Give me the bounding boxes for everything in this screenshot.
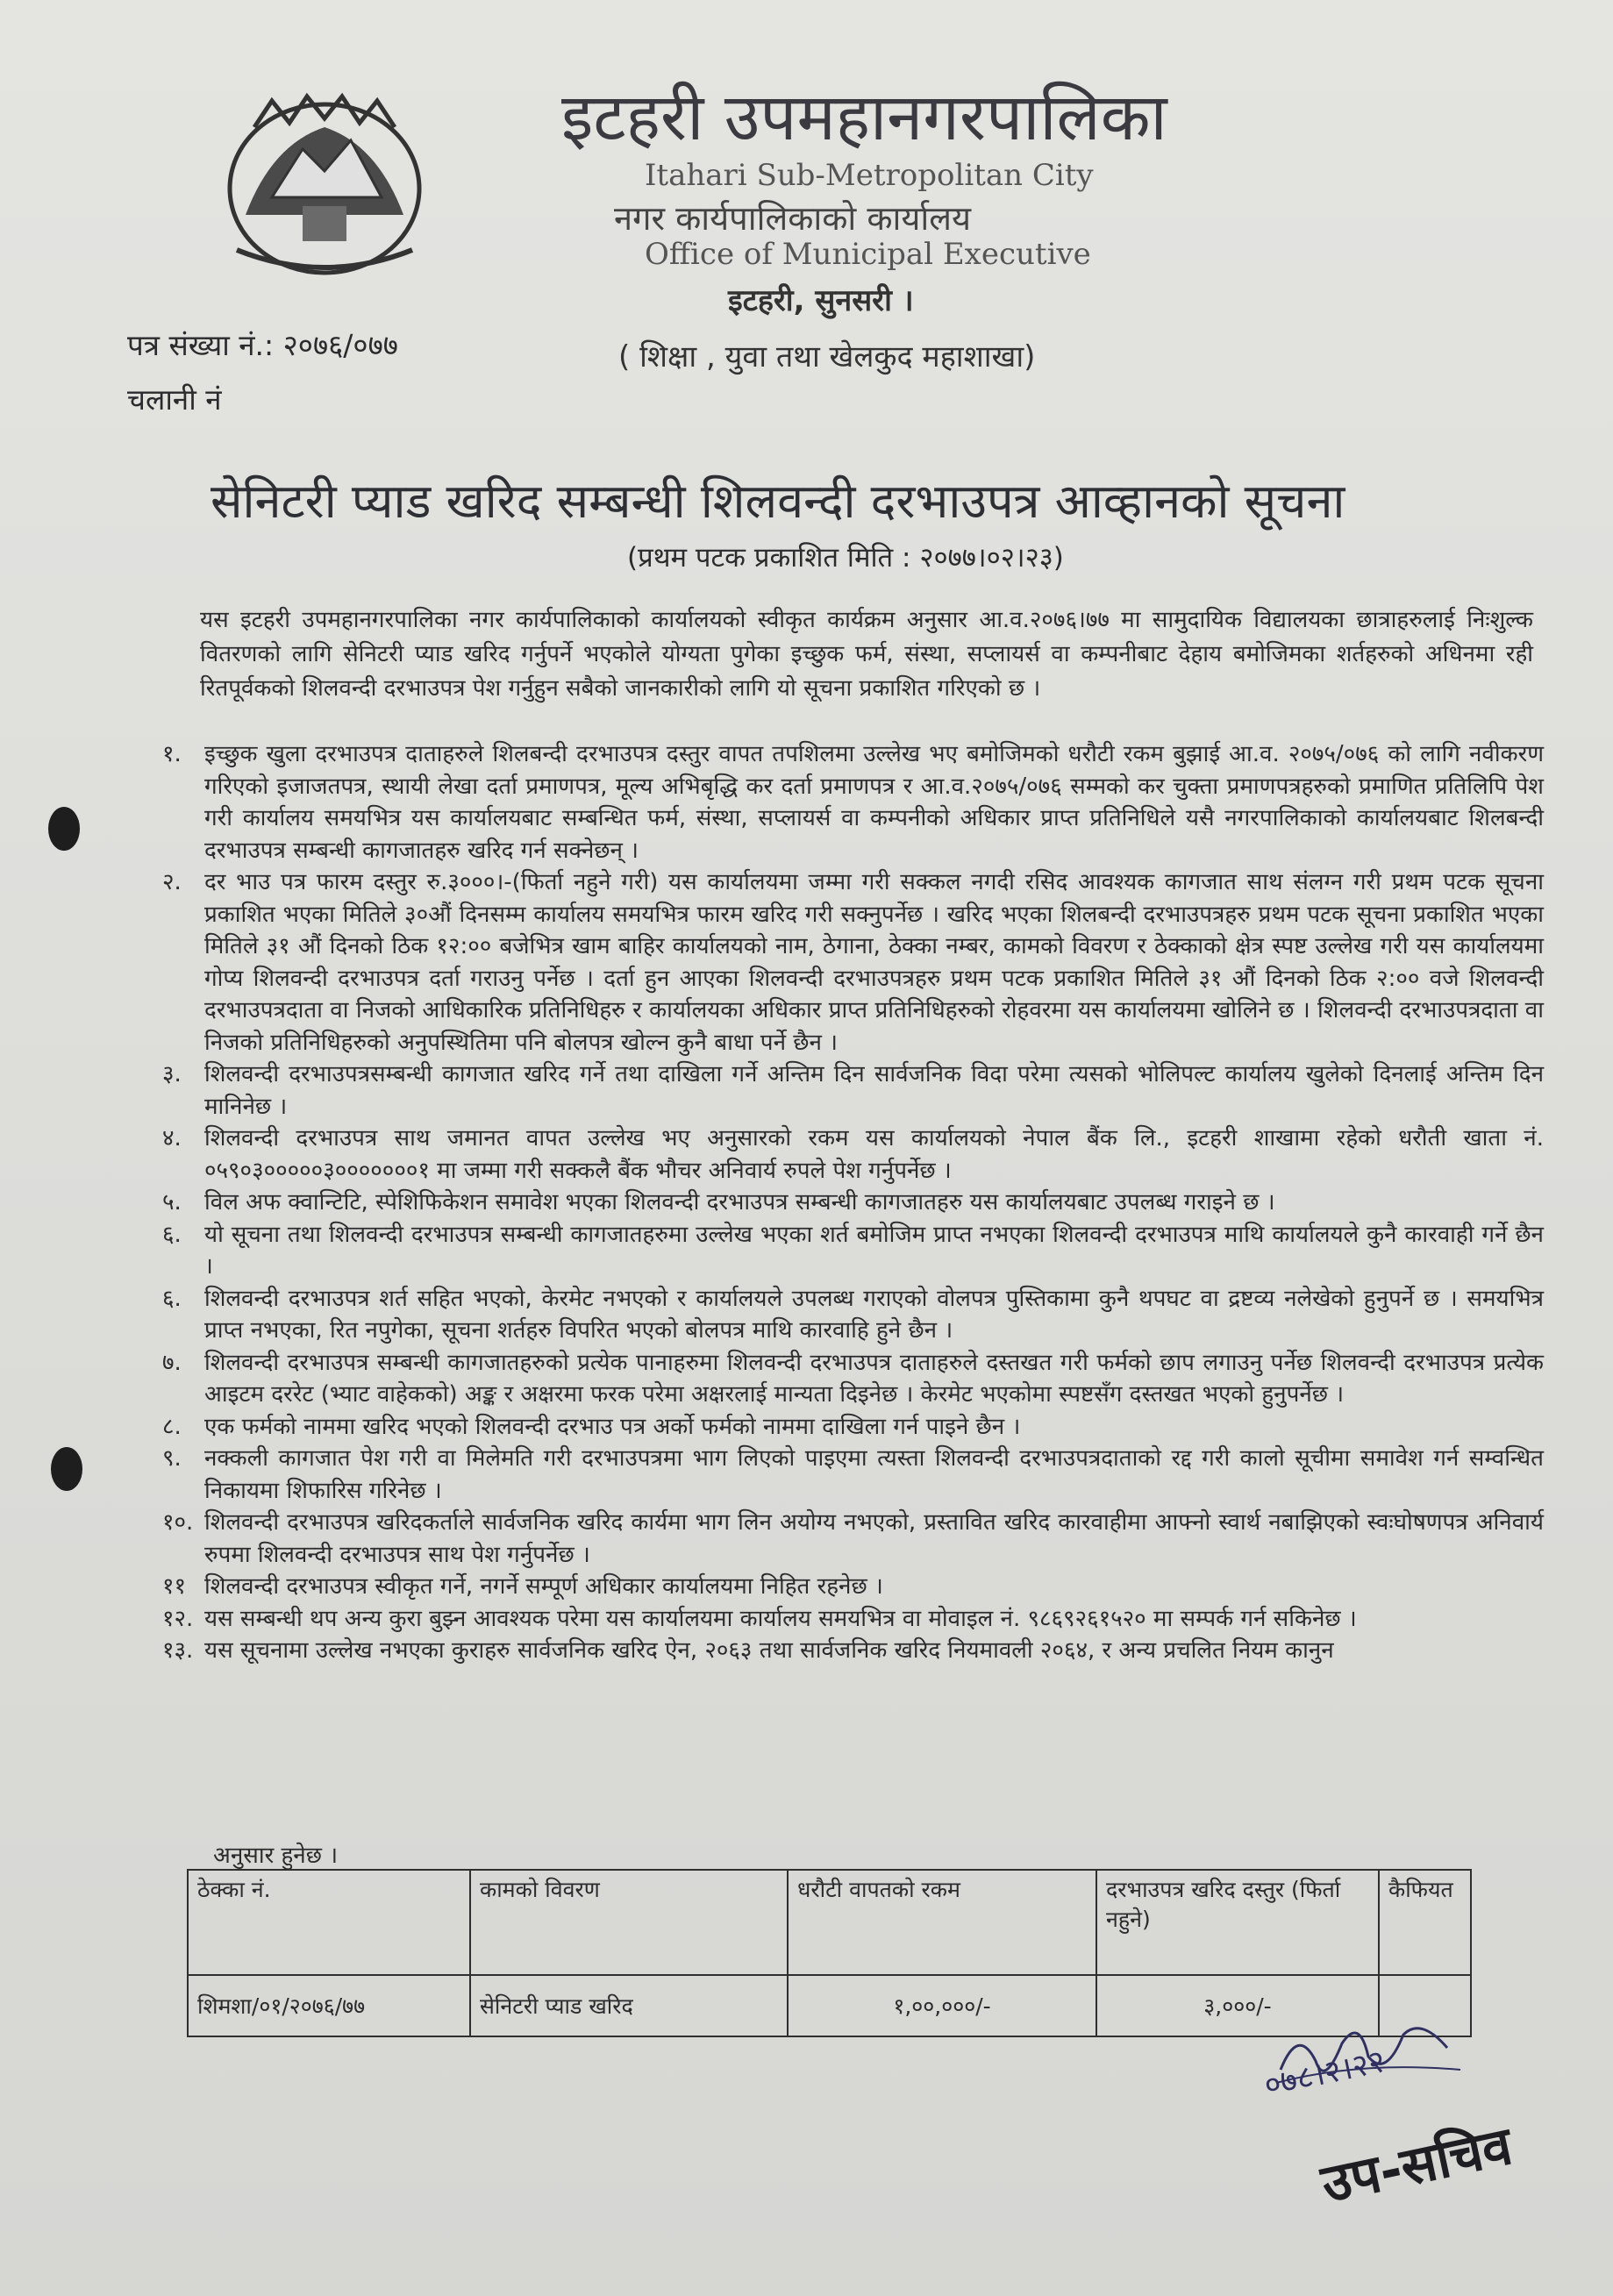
- clause-number: ८.: [162, 1413, 182, 1440]
- clause-text: शिलवन्दी दरभाउपत्र साथ जमानत वापत उल्लेख भए अनुसारको रकम यस कार्यालयको नेपाल बैंक लि., इटहरी शाखामा रहेको धरौती खाता नं. ०५९०३०००००३०००००००१ मा जम्मा गरी सक्कलै बैंक भौचर अनिवार्य रुपले पेश गर्नुपर्नेछ ।: [204, 1125, 1544, 1184]
- cell-description: सेनिटरी प्याड खरिद: [470, 1975, 788, 2036]
- header-description: कामको विवरण: [470, 1870, 788, 1975]
- clause-number: ४.: [162, 1125, 182, 1152]
- branch-name: ( शिक्षा , युवा तथा खेलकुद महाशाखा): [618, 339, 1036, 374]
- org-name-en: Itahari Sub-Metropolitan City: [645, 158, 1094, 193]
- clause-1: [162, 738, 1544, 866]
- cell-fee: ३,०००/-: [1096, 1975, 1379, 2036]
- dispatch-number: चलानी नं: [127, 382, 222, 417]
- clause-text: यस सम्बन्धी थप अन्य कुरा बुझ्न आवश्यक परेमा यस कार्यालयमा कार्यालय समयभित्र वा मोवाइल नं. ९८६९२६१५२० मा सम्पर्क गर्न सकिनेछ ।: [204, 1605, 1357, 1632]
- clause-number: ११: [162, 1573, 187, 1600]
- clause-text: विल अफ क्वान्टिटि, स्पेशिफिकेशन समावेश भएका शिलवन्दी दरभाउपत्र सम्बन्धी कागजातहरु यस कार्यालयबाट उपलब्ध गराइने छ ।: [204, 1189, 1275, 1216]
- intro-paragraph: यस इटहरी उपमहानगरपालिका नगर कार्यपालिकाको कार्यालयको स्वीकृत कार्यक्रम अनुसार आ.व.२०७६।७७ मा सामुदायिक विद्यालयका छात्राहरुलाई निःशुल्क वितरणको लागि सेनिटरी प्याड खरिद गर्नुपर्ने भएकोले योग्यता पुगेका इच्छुक फर्म, संस्था, सप्लायर्स वा कम्पनीबाट देहाय बमोजिमका शर्तहरुको अधिनमा रही रितपूर्वकको शिलवन्दी दरभाउपत्र पेश गर्नुहुन सबैको जानकारीको लागि यो सूचना प्रकाशित गरिएको छ ।: [200, 607, 1533, 702]
- clause-text: शिलवन्दी दरभाउपत्र शर्त सहित भएको, केरमेट नभएको र कार्यालयले उपलब्ध गराएको वोलपत्र पुस्तिकामा कुनै थपघट वा द्रष्टव्य नलेखेको हुनुपर्ने छ । समयभित्र प्राप्त नभएका, रित नपुगेका, सूचना शर्तहरु विपरित भएको बोलपत्र माथि कारवाहि हुने छैन ।: [204, 1285, 1544, 1344]
- clause-number: ६.: [162, 1221, 182, 1248]
- clause-12: [162, 1603, 1544, 1636]
- clause-6a: [162, 1219, 1544, 1283]
- clause-number: २.: [162, 869, 182, 895]
- clause-3: [162, 1059, 1544, 1123]
- clause-number: १.: [162, 741, 182, 767]
- government-emblem-icon: [219, 75, 430, 285]
- publish-date: (प्रथम पटक प्रकाशित मिति : २०७७।०२।२३): [627, 542, 1064, 574]
- signature-date: ०७८।२।२२: [1260, 2043, 1388, 2105]
- clause-text: इच्छुक खुला दरभाउपत्र दाताहरुले शिलबन्दी दरभाउपत्र दस्तुर वापत तपशिलमा उल्लेख भए बमोजिमको धरौटी रकम बुझाई आ.व. २०७५/०७६ को लागि नवीकरण गरिएको इजाजतपत्र, स्थायी लेखा दर्ता प्रमाणपत्र, मूल्य अभिबृद्धि कर दर्ता प्रमाणपत्र र आ.व.२०७५/०७६ सम्मको कर चुक्ता प्रमाणपत्रहरुको प्रमाणित प्रतिलिपि पेश गरी कार्यालय समयभित्र यस कार्यालयबाट सम्बन्धित फर्म, संस्था, सप्लायर्स वा कम्पनीको अधिकार प्राप्त प्रतिनिधिले यसै नगरपालिकाको कार्यालयबाट शिलबन्दी दरभाउपत्र सम्बन्धी कागजातहरु खरिद गर्न सक्नेछन् ।: [204, 741, 1544, 864]
- clause-13: [162, 1635, 1544, 1667]
- clause-text: शिलवन्दी दरभाउपत्र सम्बन्धी कागजातहरुको प्रत्येक पानाहरुमा शिलवन्दी दरभाउपत्र दाताहरुले दस्तखत गरी फर्मको छाप लगाउनु पर्नेछ शिलवन्दी दरभाउपत्र प्रत्येक आइटम दररेट (भ्याट वाहेकको) अङ्क र अक्षरमा फरक परेमा अक्षरलाई मान्यता दिइनेछ । केरमेट भएकोमा स्पष्टसँग दस्तखत भएको हुनुपर्नेछ ।: [204, 1349, 1544, 1408]
- clause-list: [162, 738, 1544, 1667]
- clause-4: [162, 1123, 1544, 1187]
- clause-text: शिलवन्दी दरभाउपत्रसम्बन्धी कागजात खरिद गर्ने तथा दाखिला गर्ने अन्तिम दिन सार्वजनिक विदा परेमा त्यसको भोलिपल्ट कार्यालय खुलेको दिनलाई अन्तिम दिन मानिनेछ ।: [204, 1061, 1544, 1120]
- letter-number: पत्र संख्या नं.: २०७६/०७७: [127, 328, 398, 362]
- clause-13-tail: अनुसार हुनेछ ।: [213, 1843, 339, 1869]
- clause-text: शिलवन्दी दरभाउपत्र खरिदकर्ताले सार्वजनिक खरिद कार्यमा भाग लिन अयोग्य नभएको, प्रस्तावित खरिद कारवाहीमा आफ्नो स्वार्थ नबाझिएको स्वःघोषणपत्र अनिवार्य रुपमा शिलवन्दी दरभाउपत्र साथ पेश गर्नुपर्नेछ ।: [204, 1509, 1544, 1568]
- clause-6b: [162, 1283, 1544, 1347]
- clause-number: १०.: [162, 1509, 194, 1536]
- header-fee: दरभाउपत्र खरिद दस्तुर (फिर्ता नहुने): [1096, 1870, 1379, 1975]
- clause-number: ३.: [162, 1061, 182, 1087]
- clause-number: ५.: [162, 1189, 182, 1216]
- clause-number: ७.: [162, 1349, 182, 1376]
- clause-9: [162, 1443, 1544, 1507]
- clause-text: एक फर्मको नाममा खरिद भएको शिलवन्दी दरभाउ पत्र अर्को फर्मको नाममा दाखिला गर्न पाइने छैन ।: [204, 1413, 1021, 1440]
- clause-number: १२.: [162, 1605, 194, 1632]
- clause-number: ६.: [162, 1285, 182, 1312]
- office-name-np: नगर कार्यपालिकाको कार्यालय: [614, 199, 972, 238]
- clause-text: नक्कली कागजात पेश गरी वा मिलेमति गरी दरभाउपत्रमा भाग लिएको पाइएमा त्यस्ता शिलवन्दी दरभाउपत्रदाताको रद्द गरी कालो सूचीमा समावेश गर्न सम्वन्धित निकायमा शिफारिस गरिनेछ ।: [204, 1445, 1544, 1504]
- office-location: इटहरी, सुनसरी ।: [728, 283, 914, 318]
- cell-deposit: १,००,०००/-: [788, 1975, 1096, 2036]
- clause-5: [162, 1187, 1544, 1219]
- office-name-en: Office of Municipal Executive: [645, 237, 1091, 272]
- clause-11: [162, 1571, 1544, 1603]
- signatory-title-stamp: उप-सचिव: [1316, 2114, 1517, 2215]
- clause-10: [162, 1507, 1544, 1571]
- clause-text: शिलवन्दी दरभाउपत्र स्वीकृत गर्ने, नगर्ने सम्पूर्ण अधिकार कार्यालयमा निहित रहनेछ ।: [204, 1573, 883, 1600]
- clause-text: यस सूचनामा उल्लेख नभएका कुराहरु सार्वजनिक खरिद ऐन, २०६३ तथा सार्वजनिक खरिद नियमावली २०६४, र अन्य प्रचलित नियम कानुन: [204, 1637, 1334, 1664]
- header-contract-no: ठेक्का नं.: [188, 1870, 470, 1975]
- cell-contract-no: शिमशा/०१/२०७६/७७: [188, 1975, 470, 2036]
- punch-hole: [51, 1447, 82, 1491]
- clause-text: दर भाउ पत्र फारम दस्तुर रु.३०००।-(फिर्ता नहुने गरी) यस कार्यालयमा जम्मा गरी सक्कल नगदी रसिद आवश्यक कागजात साथ संलग्न गरी प्रथम पटक सूचना प्रकाशित भएका मितिले ३०औं दिनसम्म कार्यालय समयभित्र फारम खरिद गरी सक्नुपर्नेछ । खरिद भएका शिलबन्दी दरभाउपत्रहरु प्रथम पटक सूचना प्रकाशित भएका मितिले ३१ औं दिनको ठिक १२:०० बजेभित्र खाम बाहिर कार्यालयको नाम, ठेगाना, ठेक्का नम्बर, कामको विवरण र ठेक्काको क्षेत्र स्पष्ट उल्लेख गरी यस कार्यालयमा गोप्य शिलवन्दी दरभाउपत्र दर्ता गराउनु पर्नेछ । दर्ता हुन आएका शिलवन्दी दरभाउपत्रहरु प्रथम पटक प्रकाशित मितिले ३१ औं दिनको ठिक २:०० वजे शिलवन्दी दरभाउपत्रदाता वा निजको आधिकारिक प्रतिनिधिहरु र कार्यालयका अधिकार प्राप्त प्रतिनिधिहरुको रोहवरमा यस कार्यालयमा खोलिने छ । शिलवन्दी दरभाउपत्रदाता वा निजको प्रतिनिधिहरुको अनुपस्थितिमा पनि बोलपत्र खोल्न कुनै बाधा पर्ने छैन ।: [204, 869, 1544, 1056]
- clause-number: ९.: [162, 1445, 182, 1472]
- org-name-np: इटहरी उपमहानगरपालिका: [561, 80, 1167, 155]
- clause-text: यो सूचना तथा शिलवन्दी दरभाउपत्र सम्बन्धी कागजातहरुमा उल्लेख भएका शर्त बमोजिम प्राप्त नभएका शिलवन्दी दरभाउपत्र माथि कार्यालयले कुनै कारवाही गर्ने छैन ।: [204, 1221, 1544, 1280]
- notice-title: सेनिटरी प्याड खरिद सम्बन्धी शिलवन्दी दरभाउपत्र आव्हानको सूचना: [211, 474, 1345, 529]
- punch-hole: [48, 807, 80, 851]
- clause-7: [162, 1347, 1544, 1411]
- header-remarks: कैफियत: [1379, 1870, 1471, 1975]
- header-deposit: धरौटी वापतको रकम: [788, 1870, 1096, 1975]
- clause-number: १३.: [162, 1637, 194, 1664]
- table-header-row: [188, 1870, 1471, 1975]
- clause-8: [162, 1411, 1544, 1444]
- clause-2: [162, 866, 1544, 1059]
